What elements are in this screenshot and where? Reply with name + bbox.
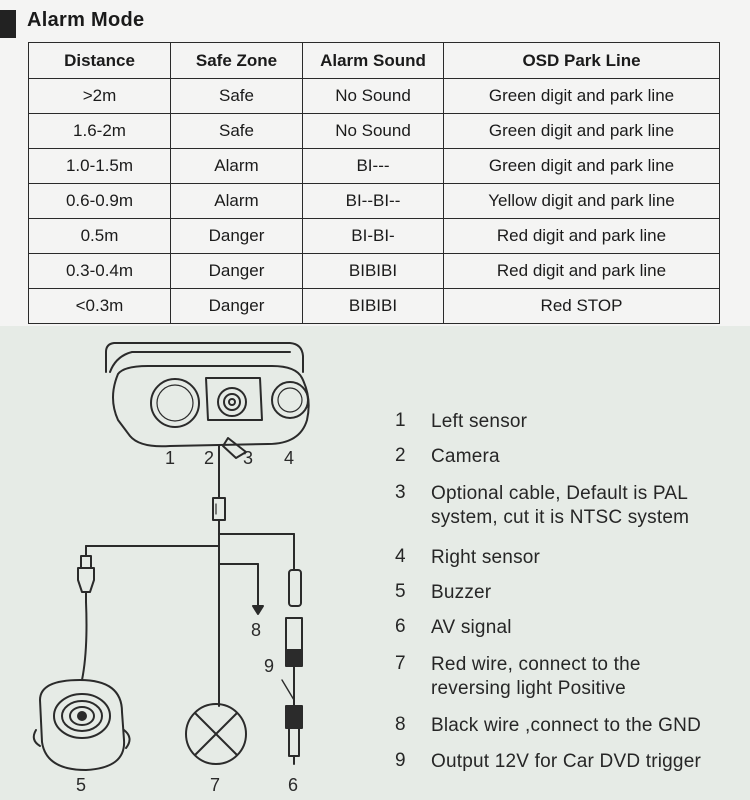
legend-text <box>431 653 641 701</box>
legend-number: 2 <box>395 445 406 466</box>
section-title: Alarm Mode <box>27 9 145 31</box>
cable-connector <box>213 498 225 520</box>
label-1: 1 <box>165 448 176 468</box>
sound-cell: BI--- <box>303 149 444 184</box>
distance-cell: 1.6-2m <box>29 114 171 149</box>
header-distance: Distance <box>29 43 171 79</box>
distance-cell: 0.6-0.9m <box>29 184 171 219</box>
legend-item <box>395 482 689 530</box>
sound-cell: BI-BI- <box>303 219 444 254</box>
legend-number: 5 <box>395 581 406 602</box>
osd-cell: Green digit and park line <box>444 149 720 184</box>
label-4: 4 <box>284 448 295 468</box>
legend-text <box>431 482 689 530</box>
legend-number: 3 <box>395 482 406 503</box>
legend-item <box>395 546 540 570</box>
right-sensor <box>272 382 308 418</box>
legend-item <box>395 445 500 469</box>
legend-text-line-1: Red wire, connect to the <box>431 654 641 675</box>
sound-cell: No Sound <box>303 114 444 149</box>
legend-text: Black wire ,connect to the GND <box>431 715 701 736</box>
header-safe-zone: Safe Zone <box>171 43 303 79</box>
sound-cell: BIBIBI <box>303 254 444 289</box>
legend-item <box>395 750 701 774</box>
legend-text-line-2: reversing light Positive <box>431 678 626 699</box>
zone-cell: Alarm <box>171 184 303 219</box>
zone-cell: Danger <box>171 254 303 289</box>
legend-text: Left sensor <box>431 411 528 432</box>
osd-cell: Green digit and park line <box>444 79 720 114</box>
osd-cell: Red digit and park line <box>444 219 720 254</box>
legend-item <box>395 616 512 640</box>
label-2: 2 <box>204 448 215 468</box>
label-3: 3 <box>243 448 254 468</box>
label-6: 6 <box>288 775 299 795</box>
distance-cell: <0.3m <box>29 289 171 324</box>
label-7: 7 <box>210 775 221 795</box>
legend-text-line-2: system, cut it is NTSC system <box>431 507 690 528</box>
left-sensor <box>151 379 199 427</box>
legend-number: 4 <box>395 546 406 567</box>
legend-number: 8 <box>395 714 406 735</box>
header-alarm-sound: Alarm Sound <box>303 43 444 79</box>
legend-text: AV signal <box>431 617 512 638</box>
legend-item <box>395 714 701 738</box>
legend-text-line-1: Optional cable, Default is PAL <box>431 483 689 504</box>
legend-number: 9 <box>395 750 406 771</box>
label-9: 9 <box>264 656 275 676</box>
osd-cell: Yellow digit and park line <box>444 184 720 219</box>
distance-cell: 1.0-1.5m <box>29 149 171 184</box>
legend-item <box>395 653 641 701</box>
av-plug <box>286 706 302 728</box>
label-5: 5 <box>76 775 87 795</box>
distance-cell: 0.3-0.4m <box>29 254 171 289</box>
legend-item <box>395 410 527 434</box>
label-8: 8 <box>251 620 262 640</box>
osd-cell: Green digit and park line <box>444 114 720 149</box>
legend-text: Right sensor <box>431 547 541 568</box>
zone-cell: Danger <box>171 289 303 324</box>
legend-number: 7 <box>395 653 406 674</box>
zone-cell: Safe <box>171 79 303 114</box>
legend-text: Camera <box>431 446 500 467</box>
zone-cell: Danger <box>171 219 303 254</box>
legend-number: 6 <box>395 616 406 637</box>
legend-number: 1 <box>395 410 406 431</box>
distance-cell: 0.5m <box>29 219 171 254</box>
legend-text: Buzzer <box>431 582 492 603</box>
legend-item <box>395 581 491 605</box>
camera-lens <box>218 388 246 416</box>
distance-cell: >2m <box>29 79 171 114</box>
sound-cell: BI--BI-- <box>303 184 444 219</box>
osd-cell: Red STOP <box>444 289 720 324</box>
header-osd-park-line: OSD Park Line <box>444 43 720 79</box>
legend-text: Output 12V for Car DVD trigger <box>431 751 701 772</box>
buzzer-plug <box>78 568 94 592</box>
sound-cell: No Sound <box>303 79 444 114</box>
sound-cell: BIBIBI <box>303 289 444 324</box>
av-plug-top <box>289 570 301 606</box>
zone-cell: Safe <box>171 114 303 149</box>
zone-cell: Alarm <box>171 149 303 184</box>
osd-cell: Red digit and park line <box>444 254 720 289</box>
